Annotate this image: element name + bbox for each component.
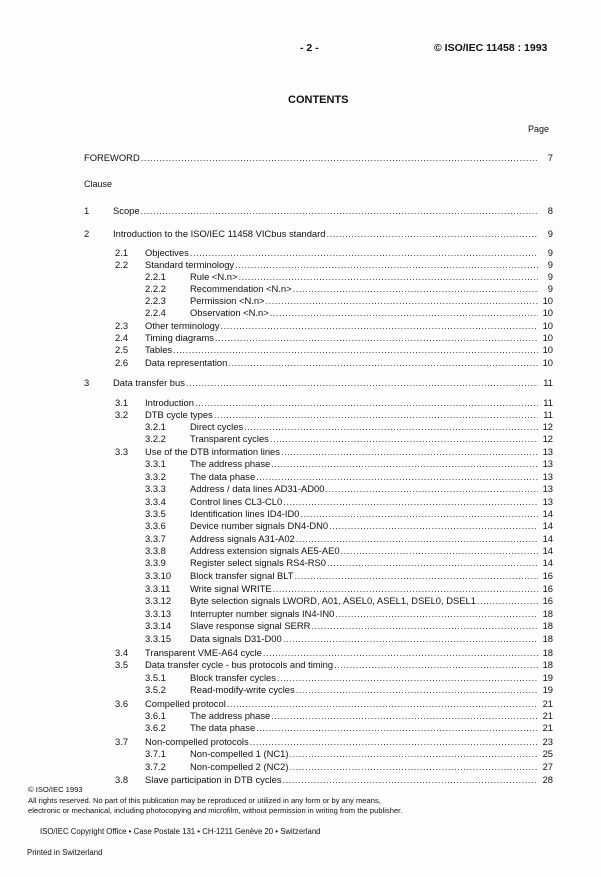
dot-leader <box>250 736 538 748</box>
toc-entry-title: Other terminology <box>145 320 220 331</box>
toc-entry-page: 9 <box>547 247 553 258</box>
toc-entry-number: 3 <box>84 377 90 388</box>
toc-entry-number: 3.3.4 <box>145 496 166 507</box>
toc-entry-title: The data phase <box>190 471 256 482</box>
toc-entry <box>115 397 553 409</box>
toc-entry-title: Read-modify-write cycles <box>190 684 295 695</box>
toc-entry-number: 3.3.14 <box>145 620 172 631</box>
toc-entry-title: Tables <box>145 344 173 355</box>
toc-entry-number: 3.5.1 <box>145 672 166 683</box>
toc-entry-title: Register select signals RS4-RS0 <box>190 557 326 568</box>
toc-entry-page: 28 <box>542 774 553 785</box>
toc-entry-page: 9 <box>547 259 553 270</box>
toc-entry <box>145 295 553 307</box>
toc-entry-number: 3.6.1 <box>145 710 166 721</box>
toc-entry-number: 1 <box>84 205 90 216</box>
toc-entry <box>145 520 553 532</box>
toc-entry-title: Timing diagrams <box>145 332 214 343</box>
toc-entry <box>115 446 553 458</box>
toc-entry-number: 3.3.9 <box>145 557 166 568</box>
toc-entry-title: Compelled protocol <box>145 698 226 709</box>
toc-entry-number: 3.8 <box>115 774 129 785</box>
footer-office-address: ISO/IEC Copyright Office • Case Postale 131 • CH-1211 Genève 20 • Switzerland <box>40 827 321 836</box>
toc-entry-page: 13 <box>542 446 553 457</box>
toc-entry-number: 3.3.10 <box>145 570 172 581</box>
toc-entry <box>145 557 553 569</box>
toc-entry-page: 10 <box>542 344 553 355</box>
toc-entry <box>145 283 553 295</box>
toc-entry <box>145 633 553 645</box>
toc-entry-number: 2.5 <box>115 344 129 355</box>
toc-entry-number: 3.6 <box>115 698 129 709</box>
toc-entry-page: 9 <box>547 228 553 239</box>
toc-entry <box>145 595 553 607</box>
toc-entry-title: Block transfer signal BLT <box>190 570 294 581</box>
dot-leader <box>266 295 538 307</box>
dot-leader <box>190 247 538 259</box>
toc-entry-page: 21 <box>542 710 553 721</box>
toc-entry-number: 3.4 <box>115 647 129 658</box>
dot-leader <box>281 446 538 458</box>
toc-entry-title: Observation <N.n> <box>190 307 269 318</box>
dot-leader <box>263 647 538 659</box>
dot-leader <box>283 633 538 645</box>
toc-entry <box>145 583 553 595</box>
toc-entry-page: 12 <box>542 433 553 444</box>
toc-entry-number: 2.2.4 <box>145 307 166 318</box>
toc-entry-title: Address extension signals AE5-AE0 <box>190 545 340 556</box>
toc-entry <box>115 659 553 671</box>
dot-leader <box>235 259 538 271</box>
toc-entry-title: Data representation <box>145 357 228 368</box>
dot-leader <box>341 545 538 557</box>
toc-entry-page: 14 <box>542 557 553 568</box>
toc-entry-page: 13 <box>542 458 553 469</box>
toc-entry-number: 3.7.2 <box>145 761 166 772</box>
toc-entry-title: Block transfer cycles <box>190 672 276 683</box>
toc-entry-title: Non-compelled 1 (NC1) <box>190 748 289 759</box>
toc-entry-title: Data transfer bus <box>113 377 185 388</box>
toc-entry-page: 8 <box>547 205 553 216</box>
dot-leader <box>335 608 538 620</box>
dot-leader <box>228 357 538 369</box>
dot-leader <box>296 684 538 696</box>
toc-entry-title: Direct cycles <box>190 421 244 432</box>
dot-leader <box>325 483 538 495</box>
toc-entry-title: Scope <box>113 205 140 216</box>
toc-entry <box>115 332 553 344</box>
dot-leader <box>277 672 538 684</box>
dot-leader <box>293 283 538 295</box>
toc-entry-page: 11 <box>543 377 553 388</box>
toc-entry-title: Introduction <box>145 397 194 408</box>
toc-entry-page: 14 <box>542 545 553 556</box>
toc-entry-page: 14 <box>542 520 553 531</box>
footer-printed-in: Printed in Switzerland <box>27 848 103 857</box>
toc-entry <box>115 344 553 356</box>
toc-entry-page: 16 <box>542 583 553 594</box>
toc-entry <box>145 608 553 620</box>
dot-leader <box>214 409 538 421</box>
dot-leader <box>300 508 538 520</box>
toc-entry-title: Non-compelled 2 (NC2) <box>190 761 289 772</box>
toc-entry-number: 3.7 <box>115 736 129 747</box>
toc-entry-page: 23 <box>542 736 553 747</box>
toc-entry-number: 3.3.2 <box>145 471 166 482</box>
toc-entry-title: Transparent cycles <box>190 433 269 444</box>
toc-entry <box>84 205 553 217</box>
toc-entry-number: 3.5.2 <box>145 684 166 695</box>
dot-leader <box>244 421 538 433</box>
toc-entry <box>145 433 553 445</box>
dot-leader <box>227 698 538 710</box>
toc-entry-number: 3.3.6 <box>145 520 166 531</box>
toc-entry <box>145 421 553 433</box>
dot-leader <box>195 397 538 409</box>
toc-entry-page: 9 <box>547 283 553 294</box>
toc-entry-page: 14 <box>542 508 553 519</box>
toc-entry <box>145 471 553 483</box>
toc-entry <box>115 736 553 748</box>
contents-title: CONTENTS <box>288 94 349 106</box>
toc-entry-number: 3.3.12 <box>145 595 172 606</box>
toc-entry-title: Permission <N.n> <box>190 295 265 306</box>
toc-entry-number: 3.3.8 <box>145 545 166 556</box>
toc-entry-number: 3.3.13 <box>145 608 172 619</box>
toc-entry <box>145 748 553 760</box>
toc-entry-title: Interrupter number signals IN4-IN0 <box>190 608 335 619</box>
page-number: - 2 - <box>300 42 319 54</box>
toc-entry-page: 18 <box>542 659 553 670</box>
toc-entry-title: Slave participation in DTB cycles <box>145 774 282 785</box>
toc-entry-page: 10 <box>542 357 553 368</box>
clause-column-label: Clause <box>84 179 113 189</box>
dot-leader <box>283 496 538 508</box>
dot-leader <box>289 748 538 760</box>
toc-entry-number: 2.6 <box>115 357 129 368</box>
toc-entry <box>145 508 553 520</box>
toc-entry-page: 25 <box>542 748 553 759</box>
toc-entry <box>115 247 553 259</box>
toc-entry <box>145 570 553 582</box>
toc-entry <box>84 228 553 240</box>
toc-entry-page: 9 <box>547 271 553 282</box>
toc-entry-number: 3.1 <box>115 397 129 408</box>
toc-entry-title: The data phase <box>190 722 256 733</box>
footer-rights-line: All rights reserved. No part of this publication may be reproduced or utilized in any form or by any means, <box>28 796 381 805</box>
toc-entry-title: Data signals D31-D00 <box>190 633 282 644</box>
toc-entry <box>115 774 553 786</box>
toc-entry-page: 16 <box>542 570 553 581</box>
dot-leader <box>215 332 538 344</box>
toc-entry <box>145 496 553 508</box>
toc-entry <box>145 307 553 319</box>
toc-entry <box>84 152 553 164</box>
dot-leader <box>141 152 538 164</box>
toc-entry-page: 10 <box>542 307 553 318</box>
dot-leader <box>329 520 538 532</box>
toc-entry-page: 18 <box>542 647 553 658</box>
toc-entry <box>145 684 553 696</box>
dot-leader <box>256 471 538 483</box>
dot-leader <box>270 433 538 445</box>
toc-entry-page: 13 <box>542 471 553 482</box>
toc-entry-title: Use of the DTB information lines <box>145 446 280 457</box>
footer-rights-line: electronic or mechanical, including photocopying and microfilm, without permission in writing from the publisher. <box>28 806 403 815</box>
toc-entry-page: 11 <box>543 397 553 408</box>
toc-entry-page: 13 <box>542 496 553 507</box>
dot-leader <box>173 344 538 356</box>
toc-entry-page: 14 <box>542 533 553 544</box>
toc-entry-title: Non-compelled protocols <box>145 736 249 747</box>
toc-entry-number: 2.1 <box>115 247 129 258</box>
toc-entry-page: 18 <box>542 620 553 631</box>
toc-entry-page: 16 <box>542 595 553 606</box>
standard-reference: © ISO/IEC 11458 : 1993 <box>434 42 548 54</box>
toc-entry <box>145 545 553 557</box>
toc-entry <box>115 259 553 271</box>
toc-entry <box>115 320 553 332</box>
toc-entry-number: 3.5 <box>115 659 129 670</box>
page-column-label: Page <box>528 124 550 134</box>
dot-leader <box>186 377 538 389</box>
toc-entry-title: Transparent VME-A64 cycle <box>145 647 262 658</box>
toc-entry <box>145 458 553 470</box>
toc-entry-number: 3.7.1 <box>145 748 166 759</box>
toc-entry-title: Control lines CL3-CL0 <box>190 496 283 507</box>
footer-copyright: © ISO/IEC 1993 <box>28 785 83 794</box>
toc-entry-title: Standard terminology <box>145 259 235 270</box>
toc-entry-number: 3.3.1 <box>145 458 166 469</box>
toc-entry-page: 7 <box>547 152 553 163</box>
dot-leader <box>477 595 538 607</box>
dot-leader <box>327 557 538 569</box>
toc-entry-number: 3.3.11 <box>145 583 171 594</box>
toc-entry-number: 2.2.1 <box>145 271 166 282</box>
toc-entry-page: 10 <box>542 332 553 343</box>
dot-leader <box>141 205 538 217</box>
toc-entry <box>145 271 553 283</box>
toc-entry-number: 3.2.1 <box>145 421 166 432</box>
dot-leader <box>271 710 538 722</box>
toc-entry-number: 3.3.3 <box>145 483 166 494</box>
dot-leader <box>221 320 538 332</box>
toc-entry <box>115 698 553 710</box>
toc-entry-number: 3.2.2 <box>145 433 166 444</box>
dot-leader <box>270 307 538 319</box>
toc-entry-title: FOREWORD <box>84 152 140 163</box>
dot-leader <box>256 722 538 734</box>
toc-entry-page: 18 <box>542 633 553 644</box>
toc-entry-page: 21 <box>542 722 553 733</box>
toc-entry-page: 19 <box>542 684 553 695</box>
dot-leader <box>289 761 538 773</box>
toc-entry-title: Address / data lines AD31-AD00 <box>190 483 325 494</box>
dot-leader <box>295 570 538 582</box>
toc-entry-title: Rule <N.n> <box>190 271 238 282</box>
toc-entry <box>115 647 553 659</box>
toc-entry-title: Data transfer cycle - bus protocols and timing <box>145 659 334 670</box>
toc-entry-page: 27 <box>542 761 553 772</box>
toc-entry-number: 3.3.5 <box>145 508 166 519</box>
toc-entry-title: Device number signals DN4-DN0 <box>190 520 329 531</box>
toc-entry-title: Introduction to the ISO/IEC 11458 VICbus standard <box>113 228 326 239</box>
dot-leader <box>296 533 538 545</box>
toc-entry-number: 3.3.15 <box>145 633 172 644</box>
toc-entry <box>145 533 553 545</box>
dot-leader <box>326 228 538 240</box>
toc-entry <box>84 377 553 389</box>
toc-entry <box>145 722 553 734</box>
toc-entry-number: 2.3 <box>115 320 129 331</box>
toc-entry-title: Objectives <box>145 247 189 258</box>
toc-entry-number: 2.2.2 <box>145 283 166 294</box>
toc-entry-page: 13 <box>542 483 553 494</box>
toc-entry-title: Write signal WRITE <box>190 583 272 594</box>
toc-entry-title: DTB cycle types <box>145 409 213 420</box>
toc-entry-number: 3.6.2 <box>145 722 166 733</box>
toc-entry-page: 11 <box>543 409 553 420</box>
toc-entry-number: 3.3.7 <box>145 533 166 544</box>
toc-entry-title: Recommendation <N.n> <box>190 283 292 294</box>
toc-entry <box>145 672 553 684</box>
toc-entry <box>115 357 553 369</box>
toc-entry-title: Byte selection signals LWORD, A01, ASEL0, ASEL1, DSEL0, DSEL1 <box>190 595 476 606</box>
toc-entry-number: 2.2 <box>115 259 129 270</box>
toc-entry-title: Slave response signal SERR <box>190 620 311 631</box>
toc-entry <box>145 483 553 495</box>
toc-entry-number: 2 <box>84 228 90 239</box>
toc-entry-page: 10 <box>542 320 553 331</box>
dot-leader <box>311 620 538 632</box>
toc-entry-title: Address signals A31-A02 <box>190 533 295 544</box>
toc-entry-number: 2.2.3 <box>145 295 166 306</box>
toc-entry-page: 21 <box>542 698 553 709</box>
toc-entry-title: The address phase <box>190 458 271 469</box>
toc-entry-number: 3.3 <box>115 446 129 457</box>
toc-entry <box>145 761 553 773</box>
toc-entry-title: Identification lines ID4-ID0 <box>190 508 300 519</box>
dot-leader <box>271 458 538 470</box>
toc-entry-title: The address phase <box>190 710 271 721</box>
toc-entry-page: 10 <box>542 295 553 306</box>
toc-entry <box>115 409 553 421</box>
toc-entry-number: 2.4 <box>115 332 129 343</box>
toc-entry-number: 3.2 <box>115 409 129 420</box>
toc-entry-page: 12 <box>542 421 553 432</box>
toc-entry <box>145 620 553 632</box>
toc-entry-page: 19 <box>542 672 553 683</box>
dot-leader <box>334 659 538 671</box>
toc-entry <box>145 710 553 722</box>
toc-entry-page: 18 <box>542 608 553 619</box>
dot-leader <box>273 583 538 595</box>
dot-leader <box>283 774 538 786</box>
dot-leader <box>238 271 538 283</box>
